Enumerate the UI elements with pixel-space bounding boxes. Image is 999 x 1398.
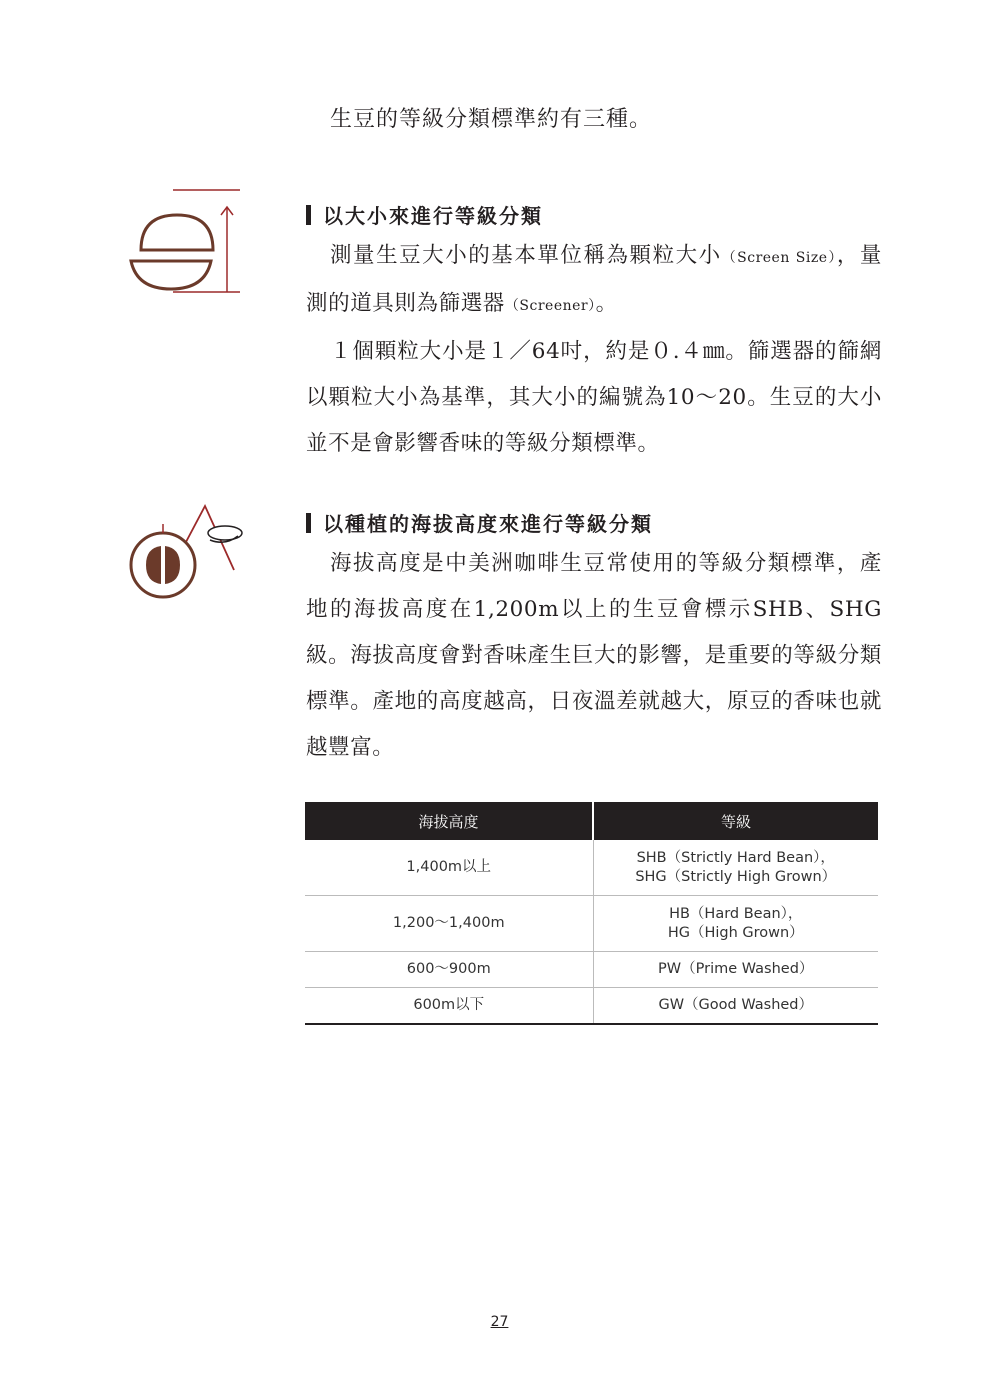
grade-cell [593,896,878,952]
altitude-cell: 1,200～1,400m [305,896,593,952]
section-bar [306,205,311,225]
section-bar [306,513,311,533]
text-span: 測量生豆大小的基本單位稱為顆粒大小 [330,243,722,268]
grade-cell: PW（Prime Washed） [593,952,878,988]
section2-body [306,541,882,771]
section1-body [306,233,882,467]
text-span: ，量測的道具則為篩選器 [306,243,883,316]
section1-paragraph2: １個顆粒大小是１／64吋，約是０.４㎜。篩選器的篩網以顆粒大小為基準，其大小的編號為10～20。生豆的大小並不是會影響香味的等級分類標準。 [306,339,882,456]
text-span-small: （Screen Size） [721,250,837,266]
header-grade: 等級 [593,802,878,840]
altitude-cell: 600～900m [305,952,593,988]
grade-line: HG（High Grown） [667,924,804,941]
table-row [305,896,878,952]
grade-cell: GW（Good Washed） [593,988,878,1025]
section1-title [306,200,543,229]
table-header-row [305,802,878,840]
page-number: 27 [490,1314,509,1330]
section2-paragraph1: 海拔高度是中美洲咖啡生豆常使用的等級分類標準，產地的海拔高度在1,200m以上的生豆會標示SHB、SHG級。海拔高度會對香味產生巨大的影響，是重要的等級分類標準。產地的高度越高，日夜溫差就越大，原豆的香味也就越豐富。 [306,551,882,760]
grade-line: SHG（Strictly High Grown） [635,868,837,885]
section1-title-text: 以大小來進行等級分類 [323,204,543,228]
section1-paragraph1 [306,233,882,329]
altitude-grade-table [305,802,878,1025]
bean-size-icon [125,185,245,297]
header-altitude: 海拔高度 [305,802,593,840]
grade-line: SHB（Strictly Hard Bean）， [636,849,835,866]
grade-line: HB（Hard Bean）， [669,905,803,922]
text-span-small: （Screener） [504,298,596,314]
table-row [305,952,878,988]
altitude-cell: 1,400m以上 [305,840,593,896]
altitude-cell: 600m以下 [305,988,593,1025]
text-span: 。 [595,291,618,316]
intro-text: 生豆的等級分類標準約有三種。 [330,107,653,132]
table-row [305,988,878,1025]
grade-cell [593,840,878,896]
altitude-bean-icon [128,498,250,610]
section2-title [306,508,653,537]
table-row [305,840,878,896]
section2-title-text: 以種植的海拔高度來進行等級分類 [323,512,653,536]
